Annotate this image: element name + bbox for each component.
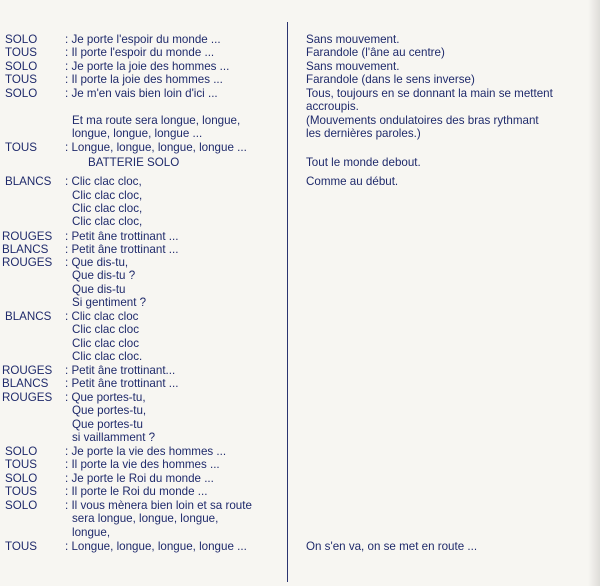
lyric-text: : Il porte la vie des hommes ... — [65, 458, 220, 471]
lyric-text: : Petit âne trottinant ... — [65, 230, 179, 243]
lyric-text: Clic clac cloc — [72, 337, 139, 350]
lyric-text: : Longue, longue, longue, longue ... — [65, 141, 247, 154]
column-divider — [287, 22, 288, 582]
lyric-text: Clic clac cloc, — [72, 189, 143, 202]
stage-direction: On s'en va, on se met en route ... — [306, 540, 478, 553]
lyric-text: : Je porte le Roi du monde ... — [65, 472, 214, 485]
lyric-text: : Il porte la joie des hommes ... — [65, 73, 223, 86]
stage-direction: Farandole (dans le sens inverse) — [306, 73, 475, 86]
lyric-text: si vaillamment ? — [72, 431, 156, 444]
lyric-text: : Petit âne trottinant... — [65, 364, 176, 377]
role-label: TOUS — [5, 73, 37, 86]
role-label: ROUGES — [2, 391, 53, 404]
lyric-text: Clic clac cloc — [72, 323, 139, 336]
lyric-text: Clic clac cloc. — [72, 350, 143, 363]
stage-direction: Comme au début. — [306, 175, 399, 188]
lyric-text: : Je porte l'espoir du monde ... — [65, 33, 221, 46]
lyric-text: : Petit âne trottinant ... — [65, 243, 179, 256]
role-label: SOLO — [5, 499, 38, 512]
role-label: TOUS — [5, 141, 37, 154]
role-label: BLANCS — [5, 175, 52, 188]
role-label: TOUS — [5, 485, 37, 498]
lyric-text: Que dis-tu ? — [72, 269, 136, 282]
role-label: SOLO — [5, 33, 38, 46]
lyric-text: : Que dis-tu, — [65, 256, 129, 269]
lyric-text: : Il porte l'espoir du monde ... — [65, 46, 215, 59]
lyric-text: longue, longue, longue ... — [72, 127, 203, 140]
role-label: BLANCS — [2, 377, 49, 390]
role-label: SOLO — [5, 60, 38, 73]
lyric-text: Et ma route sera longue, longue, — [72, 114, 241, 127]
lyric-text: Que portes-tu, — [72, 404, 147, 417]
lyric-text: : Longue, longue, longue, longue ... — [65, 540, 247, 553]
stage-direction: (Mouvements ondulatoires des bras rythmant les dernières paroles.) — [306, 114, 539, 140]
lyric-text: : Il vous mènera bien loin et sa route — [65, 499, 252, 512]
lyric-text: Si gentiment ? — [72, 296, 147, 309]
lyric-text: Clic clac cloc, — [72, 202, 143, 215]
lyric-text: : Je porte la joie des hommes ... — [65, 60, 230, 73]
lyric-text: Que dis-tu — [72, 283, 126, 296]
lyric-text: : Il porte le Roi du monde ... — [65, 485, 208, 498]
lyric-text: Que portes-tu — [72, 418, 143, 431]
role-label: SOLO — [5, 445, 38, 458]
lyric-text: longue, — [72, 526, 111, 539]
stage-direction: Sans mouvement. — [306, 33, 400, 46]
stage-direction: Farandole (l'âne au centre) — [306, 46, 445, 59]
role-label: SOLO — [5, 472, 38, 485]
lyric-text: : Clic clac cloc — [65, 310, 139, 323]
stage-direction: Sans mouvement. — [306, 60, 400, 73]
lyric-text: : Clic clac cloc, — [65, 175, 142, 188]
role-label: SOLO — [5, 87, 38, 100]
role-label: TOUS — [5, 458, 37, 471]
lyric-text: : Que portes-tu, — [65, 391, 146, 404]
role-label: ROUGES — [2, 364, 53, 377]
role-label: BLANCS — [5, 310, 52, 323]
stage-direction: Tout le monde debout. — [306, 156, 421, 169]
role-label: ROUGES — [2, 230, 53, 243]
lyric-text: : Je porte la vie des hommes ... — [65, 445, 227, 458]
stage-direction: Tous, toujours en se donnant la main se mettent accroupis. — [306, 87, 553, 113]
section-heading: BATTERIE SOLO — [88, 156, 180, 169]
role-label: ROUGES — [2, 256, 53, 269]
lyric-text: sera longue, longue, longue, — [72, 512, 219, 525]
page-edge-shadow — [588, 0, 600, 586]
lyric-text: Clic clac cloc, — [72, 215, 143, 228]
lyric-text: : Je m'en vais bien loin d'ici ... — [65, 87, 218, 100]
role-label: TOUS — [5, 540, 37, 553]
role-label: BLANCS — [2, 243, 49, 256]
lyric-text: : Petit âne trottinant ... — [65, 377, 179, 390]
role-label: TOUS — [5, 46, 37, 59]
